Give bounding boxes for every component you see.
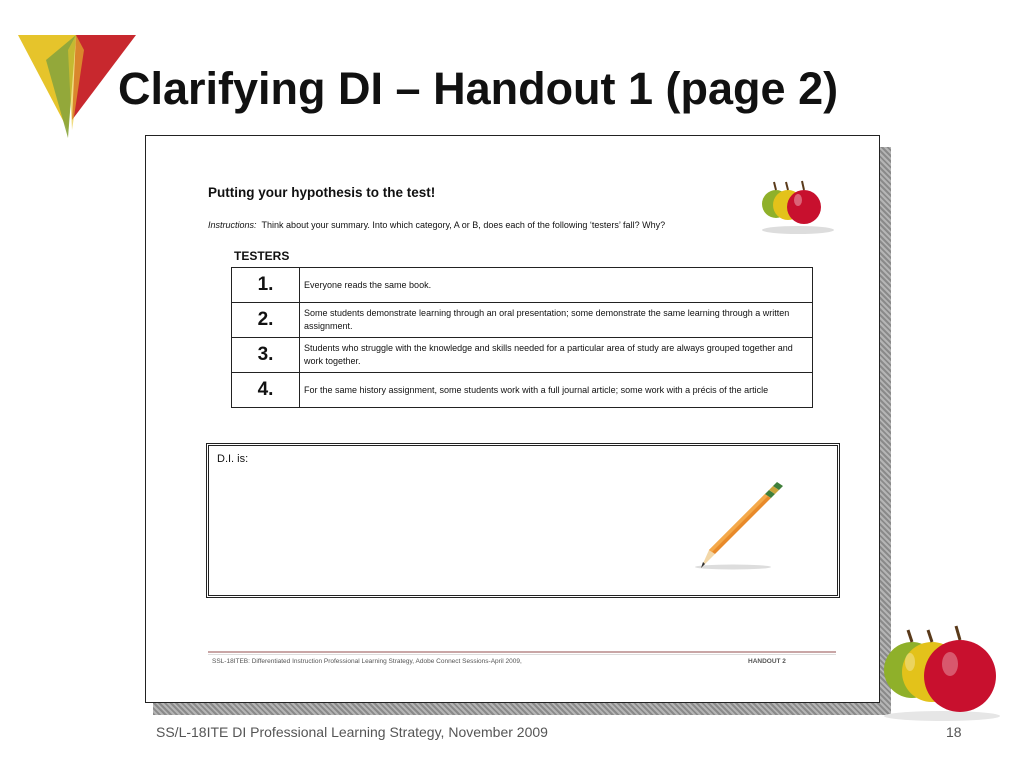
apples-icon	[880, 622, 1004, 722]
testers-label: TESTERS	[234, 249, 290, 263]
handout-footer-rule	[208, 651, 836, 653]
pencil-icon	[693, 476, 793, 576]
handout-footer-label: HANDOUT 2	[748, 658, 786, 665]
di-answer-box	[206, 443, 840, 598]
table-row	[232, 338, 813, 373]
tester-text: For the same history assignment, some students work with a full journal article; some work with a précis of the article	[300, 373, 813, 408]
handout-footer-text: SSL-18ITEB: Differentiated Instruction Professional Learning Strategy, Adobe Connect Sessions-April 2009,	[212, 658, 522, 665]
tester-text: Students who struggle with the knowledge and skills needed for a particular area of study are always grouped together and work together.	[300, 338, 813, 373]
tester-text: Some students demonstrate learning through an oral presentation; some demonstrate the same learning through a written assignment.	[300, 303, 813, 338]
slide-title: Clarifying DI – Handout 1 (page 2)	[118, 63, 839, 114]
table-row	[232, 268, 813, 303]
handout-document	[145, 135, 880, 703]
apples-icon	[758, 176, 838, 236]
di-label: D.I. is:	[217, 453, 249, 465]
tester-number: 4.	[232, 373, 300, 408]
instructions-text: Think about your summary. Into which category, A or B, does each of the following ‘testers’ fall? Why?	[261, 220, 666, 230]
tester-number: 1.	[232, 268, 300, 303]
tester-number: 2.	[232, 303, 300, 338]
handout-heading: Putting your hypothesis to the test!	[208, 185, 436, 200]
handout-footer-rule-secondary	[208, 654, 836, 655]
slide-footer: SS/L-18ITE DI Professional Learning Strategy, November 2009	[156, 724, 548, 740]
tester-number: 3.	[232, 338, 300, 373]
tester-text: Everyone reads the same book.	[300, 268, 813, 303]
testers-table	[231, 267, 813, 408]
instructions-label: Instructions:	[208, 220, 257, 230]
table-row	[232, 373, 813, 408]
handout-instructions	[208, 220, 665, 230]
table-row	[232, 303, 813, 338]
slide-number: 18	[946, 724, 962, 740]
